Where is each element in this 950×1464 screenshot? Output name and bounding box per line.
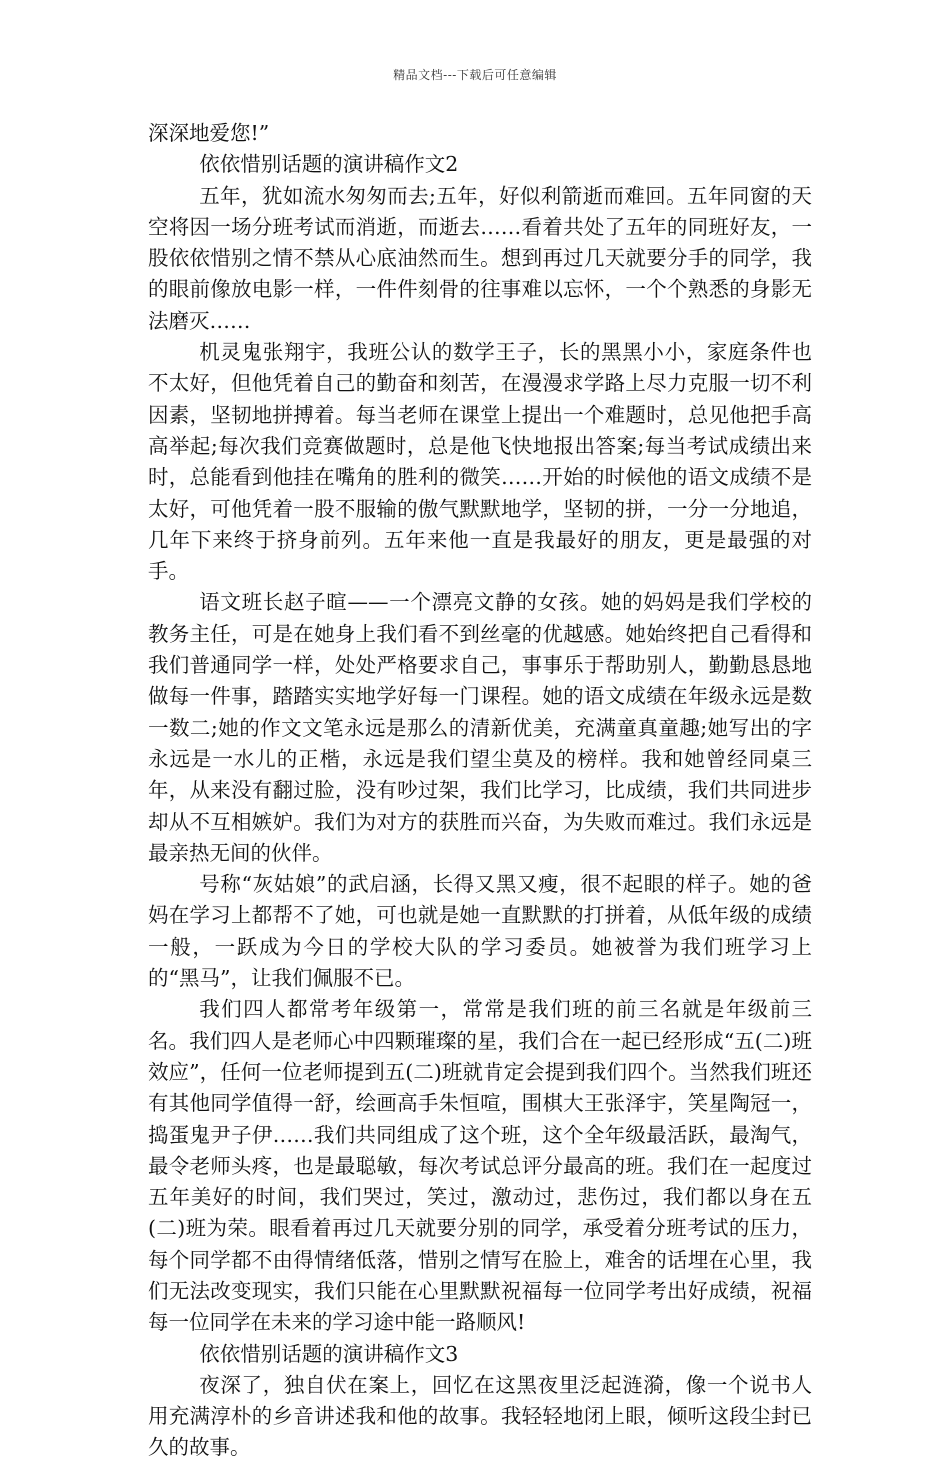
document-body xyxy=(148,118,812,1464)
paragraph: 五年，犹如流水匆匆而去;五年，好似利箭逝而难回。五年同窗的天空将因一场分班考试而消逝，而逝去……看着共处了五年的同班好友，一股依依惜别之情不禁从心底油然而生。想到再过几天就要分手的同学，我的眼前像放电影一样，一件件刻骨的往事难以忘怀，一个个熟悉的身影无法磨灭…… xyxy=(148,183,812,333)
paragraph: 语文班长赵子暄——一个漂亮文静的女孩。她的妈妈是我们学校的教务主任，可是在她身上我们看不到丝毫的优越感。她始终把自己看得和我们普通同学一样，处处严格要求自己，事事乐于帮助别人，勤勤恳恳地做每一件事，踏踏实实地学好每一门课程。她的语文成绩在年级永远是数一数二;她的作文文笔永远是那么的清新优美，充满童真童趣;她写出的字永远是一水儿的正楷，永远是我们望尘莫及的榜样。我和她曾经同桌三年，从来没有翻过脸，没有吵过架，我们比学习，比成绩，我们共同进步却从不互相嫉妒。我们为对方的获胜而兴奋，为失败而难过。我们永远是最亲热无间的伙伴。 xyxy=(148,590,812,865)
paragraph-continuation: 深深地爱您!” xyxy=(148,121,270,145)
section-title-2: 依依惜别话题的演讲稿作文2 xyxy=(199,152,459,177)
paragraph: 我们四人都常考年级第一，常常是我们班的前三名就是年级前三名。我们四人是老师心中四颗璀璨的星，我们合在一起已经形成“五(二)班效应”，任何一位老师提到五(二)班就肯定会提到我们四个。当然我们班还有其他同学值得一舒，绘画高手朱恒喧，围棋大王张泽宇，笑星陶冠一，捣蛋鬼尹子伊……我们共同组成了这个班，这个全年级最活跃，最淘气，最令老师头疼，也是最聪敏，每次考试总评分最高的班。我们在一起度过五年美好的时间，我们哭过，笑过，激动过，悲伤过，我们都以身在五(二)班为荣。眼看着再过几天就要分别的同学，承受着分班考试的压力，每个同学都不由得情绪低落，惜别之情写在脸上，难舍的话埋在心里，我们无法改变现实，我们只能在心里默默祝福每一位同学考出好成绩，祝福每一位同学在未来的学习途中能一路顺风! xyxy=(148,997,812,1335)
paragraph: 夜深了，独自伏在案上，回忆在这黑夜里泛起涟漪，像一个说书人用充满淳朴的乡音讲述我和他的故事。我轻轻地闭上眼，倾听这段尘封已久的故事。 xyxy=(148,1372,812,1460)
section-title-3: 依依惜别话题的演讲稿作文3 xyxy=(199,1341,459,1366)
page-header: 精品文档---下载后可任意编辑 xyxy=(393,68,557,82)
paragraph: 号称“灰姑娘”的武启涵，长得又黑又瘦，很不起眼的样子。她的爸妈在学习上都帮不了她，可也就是她一直默默的打拼着，从低年级的成绩一般，一跃成为今日的学校大队的学习委员。她被誉为我们班学习上的“黑马”，让我们佩服不已。 xyxy=(148,872,812,991)
paragraph: 机灵鬼张翔宇，我班公认的数学王子，长的黑黑小小，家庭条件也不太好，但他凭着自己的勤奋和刻苦，在漫漫求学路上尽力克服一切不利因素，坚韧地拼搏着。每当老师在课堂上提出一个难题时，总见他把手高高举起;每次我们竞赛做题时，总是他飞快地报出答案;每当考试成绩出来时，总能看到他挂在嘴角的胜利的微笑……开始的时候他的语文成绩不是太好，可他凭着一股不服输的傲气默默地学，坚韧的拼，一分一分地追，几年下来终于挤身前列。五年来他一直是我最好的朋友，更是最强的对手。 xyxy=(148,340,812,584)
